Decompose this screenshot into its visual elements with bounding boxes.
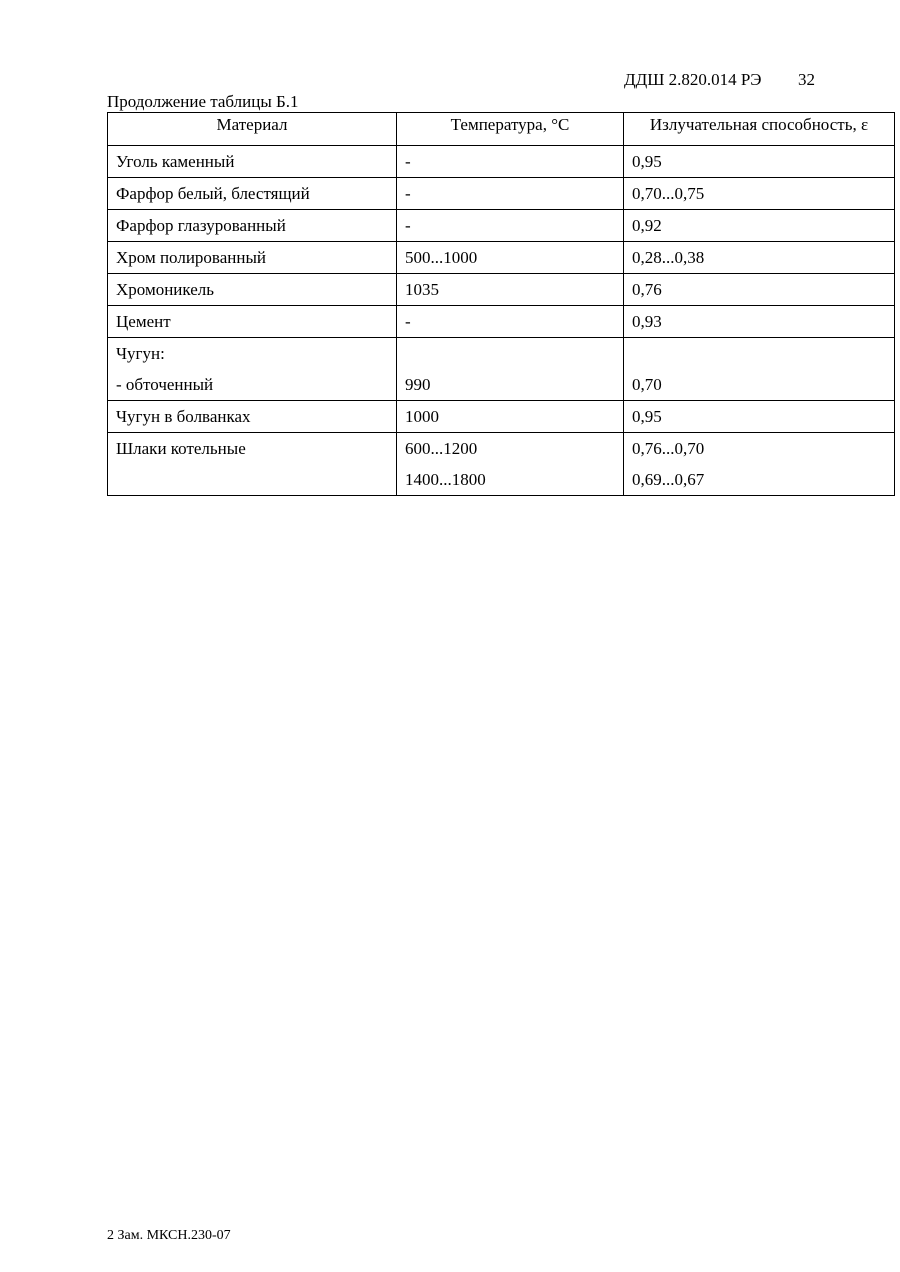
temperature-cell-text: 990	[405, 375, 431, 394]
table-row	[108, 306, 895, 338]
material-cell	[108, 306, 397, 338]
column-header-temperature: Температура, °С	[397, 113, 624, 146]
emissivity-cell-text: 0,76	[632, 280, 662, 299]
temperature-cell	[397, 433, 624, 496]
table-row	[108, 178, 895, 210]
temperature-cell-text: 600...1200	[405, 439, 478, 458]
temperature-cell	[397, 242, 624, 274]
table-row	[108, 146, 895, 178]
temperature-cell-text: -	[405, 152, 411, 171]
temperature-cell-text	[405, 338, 615, 369]
table-row	[108, 433, 895, 496]
material-cell	[108, 433, 397, 496]
table-header-row	[108, 113, 895, 146]
emissivity-cell	[624, 306, 895, 338]
table-row	[108, 401, 895, 433]
emissivity-cell	[624, 338, 895, 401]
material-cell-text: Хромоникель	[116, 280, 215, 299]
emissivity-cell	[624, 178, 895, 210]
material-cell-text: Фарфор глазурованный	[116, 216, 286, 235]
emissivity-cell-text: 0,69...0,67	[632, 470, 705, 489]
temperature-cell	[397, 401, 624, 433]
table-caption: Продолжение таблицы Б.1	[107, 92, 299, 111]
emissivity-cell-text: 0,95	[632, 407, 662, 426]
emissivity-cell	[624, 242, 895, 274]
emissivity-table	[107, 112, 895, 496]
material-cell-text: Шлаки котельные	[116, 439, 246, 458]
temperature-cell-text: 1400...1800	[405, 470, 486, 489]
material-cell	[108, 401, 397, 433]
emissivity-cell	[624, 274, 895, 306]
material-cell-text: Фарфор белый, блестящий	[116, 184, 310, 203]
emissivity-cell-text: 0,70...0,75	[632, 184, 705, 203]
column-header-emissivity: Излучательная способность, ε	[624, 113, 895, 146]
temperature-cell	[397, 338, 624, 401]
emissivity-cell-text: 0,28...0,38	[632, 248, 705, 267]
material-cell-text: Чугун в болванках	[116, 407, 251, 426]
temperature-cell	[397, 274, 624, 306]
temperature-cell	[397, 178, 624, 210]
table-row	[108, 210, 895, 242]
table-row	[108, 338, 895, 401]
material-cell-text: - обточенный	[116, 375, 214, 394]
temperature-cell-text: -	[405, 312, 411, 331]
emissivity-cell-text: 0,92	[632, 216, 662, 235]
revision-note: 2 Зам. МКСН.230-07	[107, 1228, 231, 1243]
column-header-material: Материал	[108, 113, 397, 146]
material-cell-text: Чугун:	[116, 344, 165, 363]
temperature-cell-text: -	[405, 216, 411, 235]
material-cell	[108, 242, 397, 274]
material-cell-text: Хром полированный	[116, 248, 266, 267]
emissivity-cell-text: 0,95	[632, 152, 662, 171]
temperature-cell-text: -	[405, 184, 411, 203]
emissivity-cell-text	[632, 338, 886, 369]
emissivity-cell-text: 0,70	[632, 375, 662, 394]
material-cell	[108, 178, 397, 210]
material-cell	[108, 338, 397, 401]
emissivity-cell-text: 0,93	[632, 312, 662, 331]
temperature-cell	[397, 210, 624, 242]
material-cell	[108, 210, 397, 242]
emissivity-cell	[624, 146, 895, 178]
document-code: ДДШ 2.820.014 РЭ	[624, 70, 762, 89]
material-cell	[108, 146, 397, 178]
emissivity-cell	[624, 401, 895, 433]
table-row	[108, 242, 895, 274]
temperature-cell-text: 1035	[405, 280, 439, 299]
temperature-cell	[397, 306, 624, 338]
temperature-cell	[397, 146, 624, 178]
emissivity-cell	[624, 210, 895, 242]
material-cell-text: Уголь каменный	[116, 152, 235, 171]
table-body	[108, 146, 895, 496]
table-row	[108, 274, 895, 306]
emissivity-cell	[624, 433, 895, 496]
material-cell-text: Цемент	[116, 312, 171, 331]
temperature-cell-text: 500...1000	[405, 248, 478, 267]
temperature-cell-text: 1000	[405, 407, 439, 426]
material-cell	[108, 274, 397, 306]
page-number: 32	[798, 70, 815, 89]
emissivity-cell-text: 0,76...0,70	[632, 439, 705, 458]
